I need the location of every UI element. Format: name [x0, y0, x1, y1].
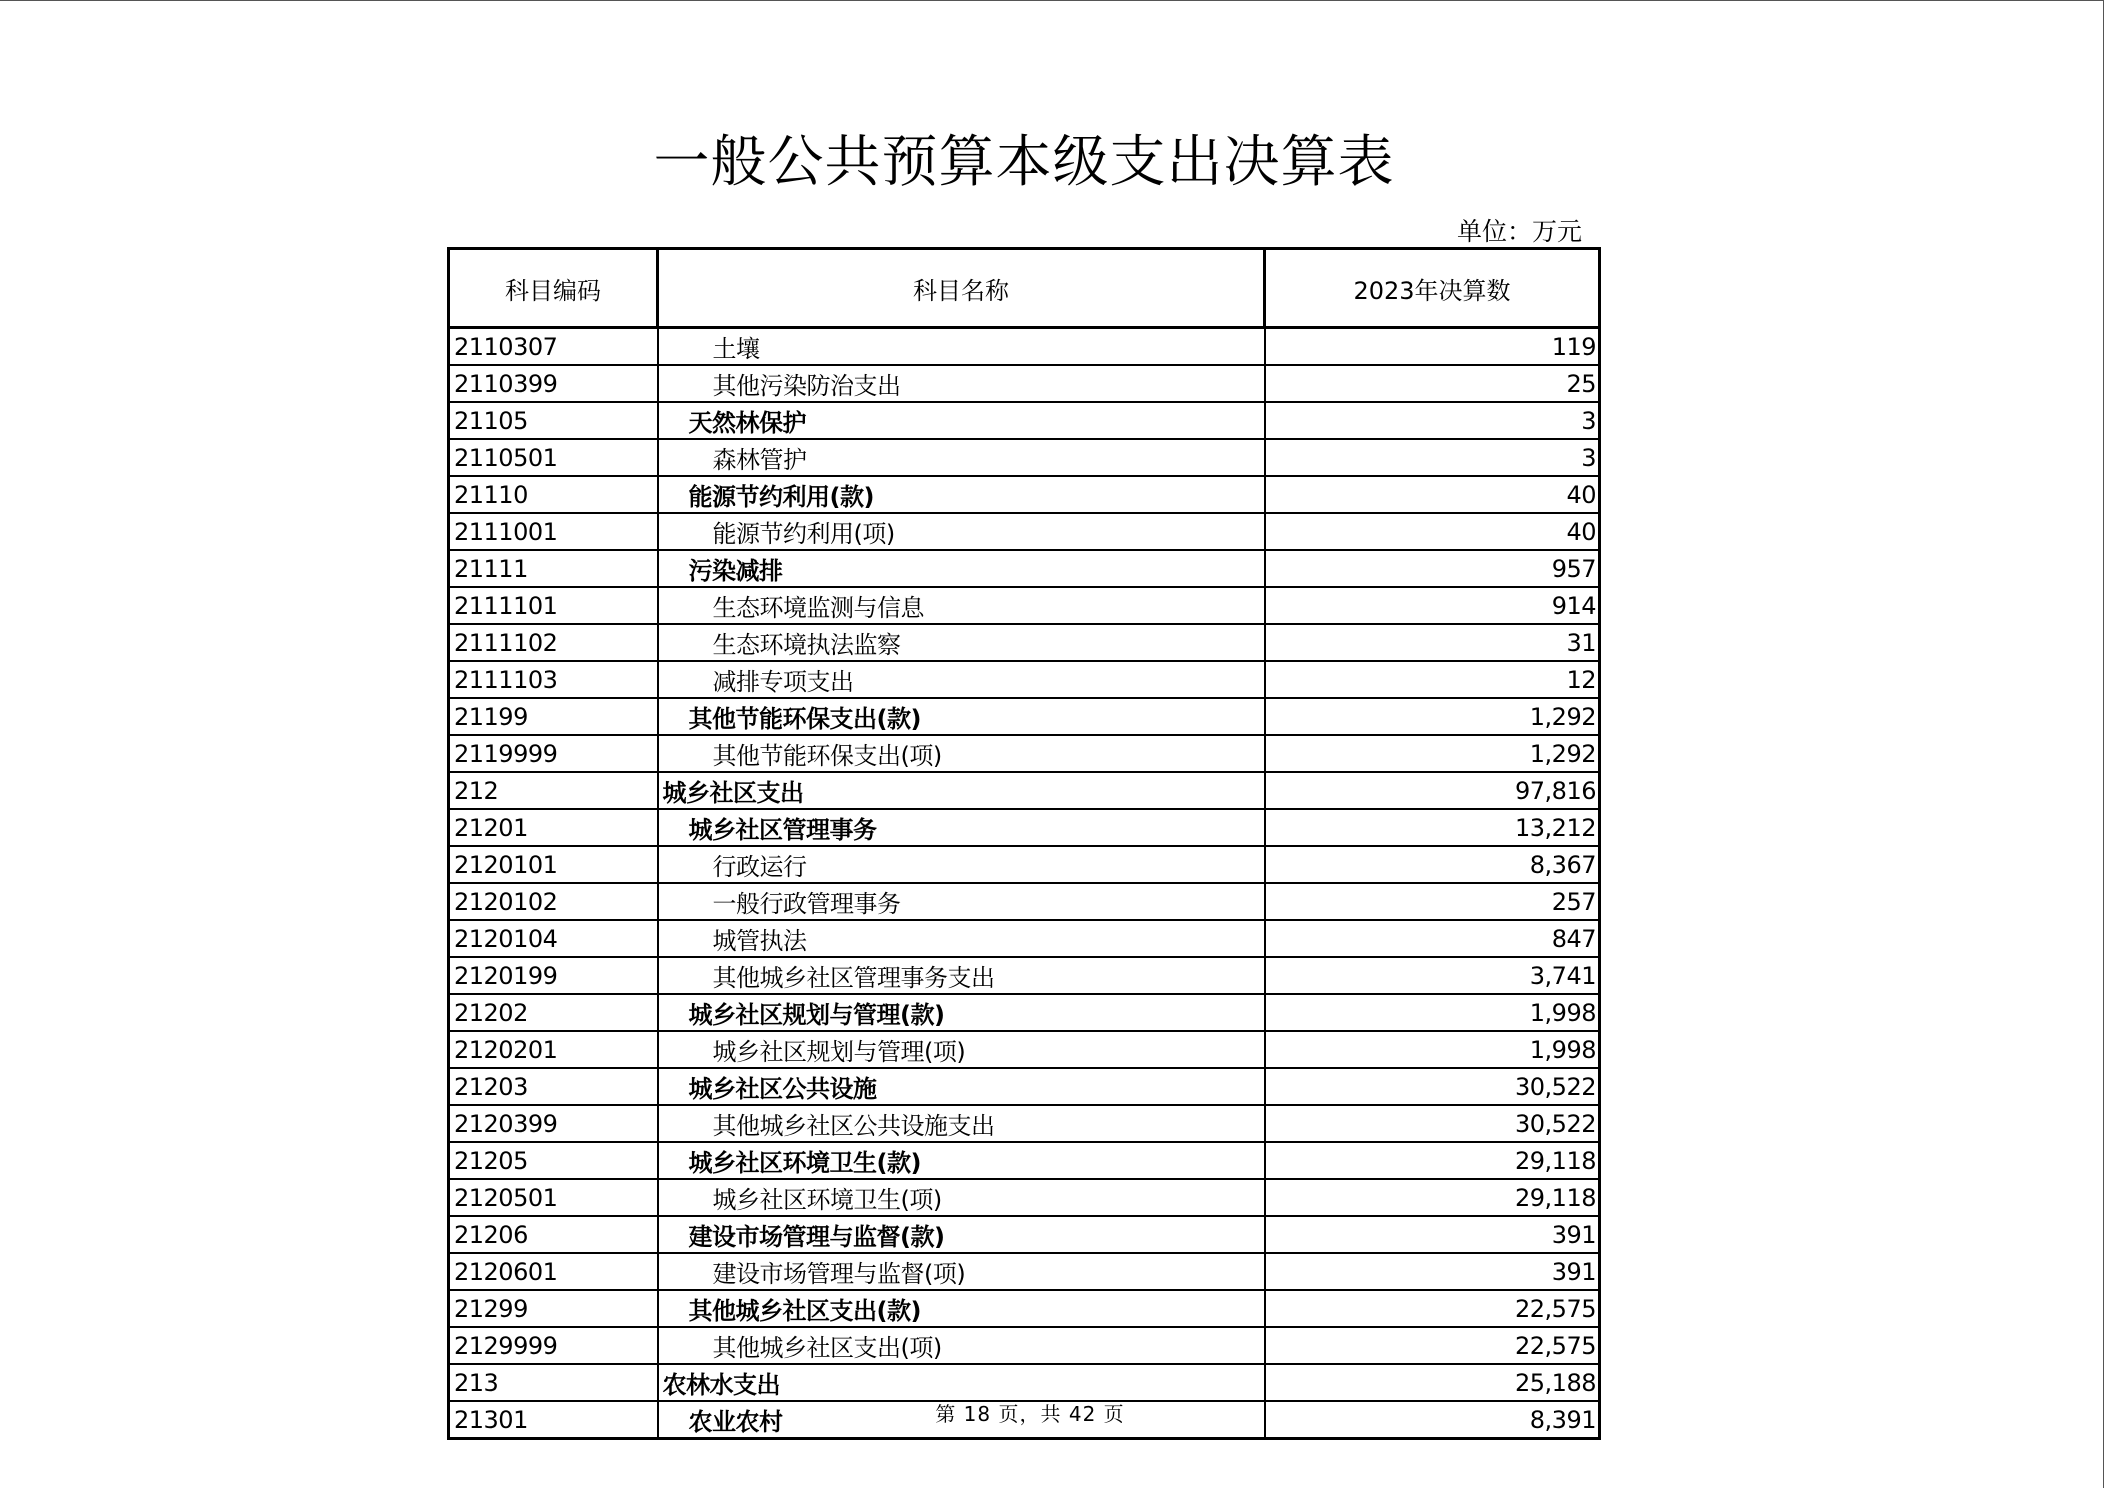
row-amount: 3: [1265, 402, 1600, 439]
row-name: 农林水支出: [658, 1364, 1265, 1401]
row-name: 城乡社区管理事务: [658, 809, 1265, 846]
table-row: [449, 698, 1600, 735]
row-amount: 8,391: [1265, 1401, 1600, 1439]
row-code: 2120601: [449, 1253, 658, 1290]
row-amount: 914: [1265, 587, 1600, 624]
row-code: 2120101: [449, 846, 658, 883]
row-code: 21206: [449, 1216, 658, 1253]
table-row: [449, 1364, 1600, 1401]
table-row: [449, 1068, 1600, 1105]
row-amount: 22,575: [1265, 1290, 1600, 1327]
table-row: [449, 735, 1600, 772]
row-amount: 29,118: [1265, 1179, 1600, 1216]
table-row: [449, 883, 1600, 920]
page-top-border: [0, 0, 2104, 1]
row-amount: 391: [1265, 1253, 1600, 1290]
row-amount: 257: [1265, 883, 1600, 920]
row-code: 2120201: [449, 1031, 658, 1068]
row-amount: 25,188: [1265, 1364, 1600, 1401]
table-row: [449, 476, 1600, 513]
table-row: [449, 772, 1600, 809]
row-name: 其他城乡社区支出(项): [658, 1327, 1265, 1364]
row-code: 2120199: [449, 957, 658, 994]
table-row: [449, 550, 1600, 587]
row-code: 2119999: [449, 735, 658, 772]
table-row: [449, 1179, 1600, 1216]
row-name: 建设市场管理与监督(项): [658, 1253, 1265, 1290]
table-row: [449, 587, 1600, 624]
row-code: 21199: [449, 698, 658, 735]
row-code: 2110501: [449, 439, 658, 476]
row-amount: 29,118: [1265, 1142, 1600, 1179]
row-name: 污染减排: [658, 550, 1265, 587]
row-code: 21203: [449, 1068, 658, 1105]
row-code: 21201: [449, 809, 658, 846]
header-amount: 2023年决算数: [1265, 249, 1600, 328]
table-row: [449, 402, 1600, 439]
row-name: 森林管护: [658, 439, 1265, 476]
table-row: [449, 1105, 1600, 1142]
row-code: 2120104: [449, 920, 658, 957]
row-name: 其他城乡社区管理事务支出: [658, 957, 1265, 994]
row-amount: 30,522: [1265, 1105, 1600, 1142]
row-name: 农业农村: [658, 1401, 1265, 1439]
row-amount: 22,575: [1265, 1327, 1600, 1364]
row-amount: 3: [1265, 439, 1600, 476]
row-amount: 1,998: [1265, 994, 1600, 1031]
row-code: 2110399: [449, 365, 658, 402]
table-row: [449, 624, 1600, 661]
row-name: 生态环境监测与信息: [658, 587, 1265, 624]
row-name: 城乡社区规划与管理(项): [658, 1031, 1265, 1068]
table-row: [449, 1290, 1600, 1327]
row-name: 行政运行: [658, 846, 1265, 883]
page-title: 一般公共预算本级支出决算表: [653, 130, 1395, 195]
table-row: [449, 1031, 1600, 1068]
row-name: 生态环境执法监察: [658, 624, 1265, 661]
row-code: 2129999: [449, 1327, 658, 1364]
row-name: 一般行政管理事务: [658, 883, 1265, 920]
table-row: [449, 994, 1600, 1031]
row-name: 减排专项支出: [658, 661, 1265, 698]
row-code: 2120501: [449, 1179, 658, 1216]
table-row: [449, 920, 1600, 957]
row-code: 21299: [449, 1290, 658, 1327]
row-amount: 1,998: [1265, 1031, 1600, 1068]
row-code: 2111101: [449, 587, 658, 624]
row-amount: 119: [1265, 328, 1600, 366]
row-amount: 12: [1265, 661, 1600, 698]
row-name: 城乡社区公共设施: [658, 1068, 1265, 1105]
row-code: 21111: [449, 550, 658, 587]
row-code: 2111102: [449, 624, 658, 661]
row-name: 城乡社区支出: [658, 772, 1265, 809]
row-amount: 1,292: [1265, 735, 1600, 772]
row-code: 2111103: [449, 661, 658, 698]
table-row: [449, 809, 1600, 846]
row-code: 2110307: [449, 328, 658, 366]
table-row: [449, 1142, 1600, 1179]
row-code: 21205: [449, 1142, 658, 1179]
table-row: [449, 661, 1600, 698]
table-header-row: [449, 249, 1600, 328]
table-row: [449, 513, 1600, 550]
row-code: 21105: [449, 402, 658, 439]
row-code: 212: [449, 772, 658, 809]
table-body: [449, 328, 1600, 1439]
row-code: 2120102: [449, 883, 658, 920]
row-amount: 1,292: [1265, 698, 1600, 735]
row-code: 2120399: [449, 1105, 658, 1142]
row-name: 城管执法: [658, 920, 1265, 957]
row-name: 城乡社区环境卫生(项): [658, 1179, 1265, 1216]
row-name: 其他节能环保支出(项): [658, 735, 1265, 772]
row-code: 21301: [449, 1401, 658, 1439]
row-name: 天然林保护: [658, 402, 1265, 439]
row-amount: 957: [1265, 550, 1600, 587]
row-amount: 847: [1265, 920, 1600, 957]
row-name: 其他污染防治支出: [658, 365, 1265, 402]
row-amount: 13,212: [1265, 809, 1600, 846]
row-name: 能源节约利用(项): [658, 513, 1265, 550]
table-row: [449, 846, 1600, 883]
row-name: 城乡社区环境卫生(款): [658, 1142, 1265, 1179]
page-footer: 第 18 页，共 42 页: [935, 1402, 1125, 1426]
row-amount: 31: [1265, 624, 1600, 661]
header-code: 科目编码: [449, 249, 658, 328]
row-amount: 30,522: [1265, 1068, 1600, 1105]
row-name: 其他城乡社区支出(款): [658, 1290, 1265, 1327]
expenditure-table: [447, 247, 1601, 1440]
row-amount: 40: [1265, 513, 1600, 550]
row-amount: 97,816: [1265, 772, 1600, 809]
header-name: 科目名称: [658, 249, 1265, 328]
row-code: 21202: [449, 994, 658, 1031]
row-amount: 8,367: [1265, 846, 1600, 883]
row-name: 其他城乡社区公共设施支出: [658, 1105, 1265, 1142]
row-amount: 25: [1265, 365, 1600, 402]
row-name: 土壤: [658, 328, 1265, 366]
row-name: 其他节能环保支出(款): [658, 698, 1265, 735]
row-code: 213: [449, 1364, 658, 1401]
row-name: 建设市场管理与监督(款): [658, 1216, 1265, 1253]
row-amount: 3,741: [1265, 957, 1600, 994]
table-row: [449, 1216, 1600, 1253]
table-row: [449, 328, 1600, 366]
row-name: 城乡社区规划与管理(款): [658, 994, 1265, 1031]
table-row: [449, 957, 1600, 994]
row-amount: 391: [1265, 1216, 1600, 1253]
unit-label: 单位：万元: [1456, 217, 1582, 246]
row-name: 能源节约利用(款): [658, 476, 1265, 513]
row-amount: 40: [1265, 476, 1600, 513]
row-code: 21110: [449, 476, 658, 513]
row-code: 2111001: [449, 513, 658, 550]
table-row: [449, 439, 1600, 476]
table-row: [449, 1327, 1600, 1364]
table-row: [449, 365, 1600, 402]
table-row: [449, 1253, 1600, 1290]
